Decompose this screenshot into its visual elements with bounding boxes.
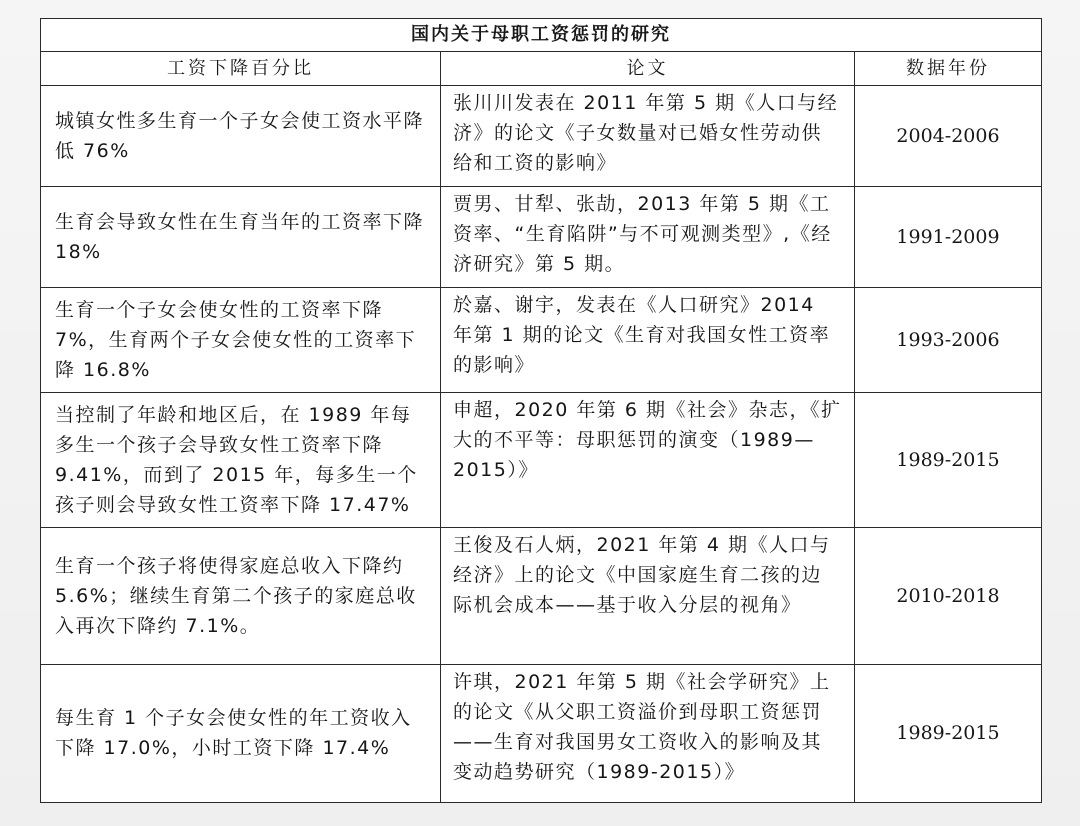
years-cell: 1989-2015	[855, 664, 1042, 802]
decline-cell: 生育一个子女会使女性的工资率下降 7%，生育两个子女会使女性的工资率下降 16.8%	[41, 288, 441, 393]
decline-cell: 生育一个孩子将使得家庭总收入下降约 5.6%；继续生育第二个孩子的家庭总收入再次下降约 7.1%。	[41, 527, 441, 664]
decline-cell: 城镇女性多生育一个子女会使工资水平降低 76%	[41, 86, 441, 187]
decline-cell: 每生育 1 个子女会使女性的年工资收入下降 17.0%，小时工资下降 17.4%	[41, 664, 441, 802]
header-paper: 论文	[441, 52, 855, 86]
paper-cell: 王俊及石人炳，2021 年第 4 期《人口与经济》上的论文《中国家庭生育二孩的边际机会成本——基于收入分层的视角》	[441, 527, 855, 664]
table-title: 国内关于母职工资惩罚的研究	[41, 19, 1042, 52]
title-row	[41, 19, 1042, 52]
paper-cell: 许琪，2021 年第 5 期《社会学研究》上的论文《从父职工资溢价到母职工资惩罚——生育对我国男女工资收入的影响及其变动趋势研究（1989-2015）》	[441, 664, 855, 802]
table-row	[41, 288, 1042, 393]
years-cell: 1993-2006	[855, 288, 1042, 393]
table-row	[41, 527, 1042, 664]
table-row	[41, 86, 1042, 187]
years-cell: 1991-2009	[855, 187, 1042, 288]
years-cell: 2004-2006	[855, 86, 1042, 187]
decline-cell: 当控制了年龄和地区后，在 1989 年每多生一个孩子会导致女性工资率下降 9.41%，而到了 2015 年，每多生一个孩子则会导致女性工资率下降 17.47%	[41, 393, 441, 527]
research-table	[40, 18, 1042, 803]
paper-cell: 於嘉、谢宇，发表在《人口研究》2014 年第 1 期的论文《生育对我国女性工资率的影响》	[441, 288, 855, 393]
paper-cell: 贾男、甘犁、张劼，2013 年第 5 期《工资率、“生育陷阱”与不可观测类型》,《经济研究》第 5 期。	[441, 187, 855, 288]
table-row	[41, 393, 1042, 527]
paper-cell: 申超，2020 年第 6 期《社会》杂志，《扩大的不平等：母职惩罚的演变（1989—2015）》	[441, 393, 855, 527]
header-decline: 工资下降百分比	[41, 52, 441, 86]
table-row	[41, 664, 1042, 802]
decline-cell: 生育会导致女性在生育当年的工资率下降 18%	[41, 187, 441, 288]
paper-cell: 张川川发表在 2011 年第 5 期《人口与经济》的论文《子女数量对已婚女性劳动供给和工资的影响》	[441, 86, 855, 187]
table-row	[41, 187, 1042, 288]
years-cell: 2010-2018	[855, 527, 1042, 664]
years-cell: 1989-2015	[855, 393, 1042, 527]
header-years: 数据年份	[855, 52, 1042, 86]
header-row	[41, 52, 1042, 86]
